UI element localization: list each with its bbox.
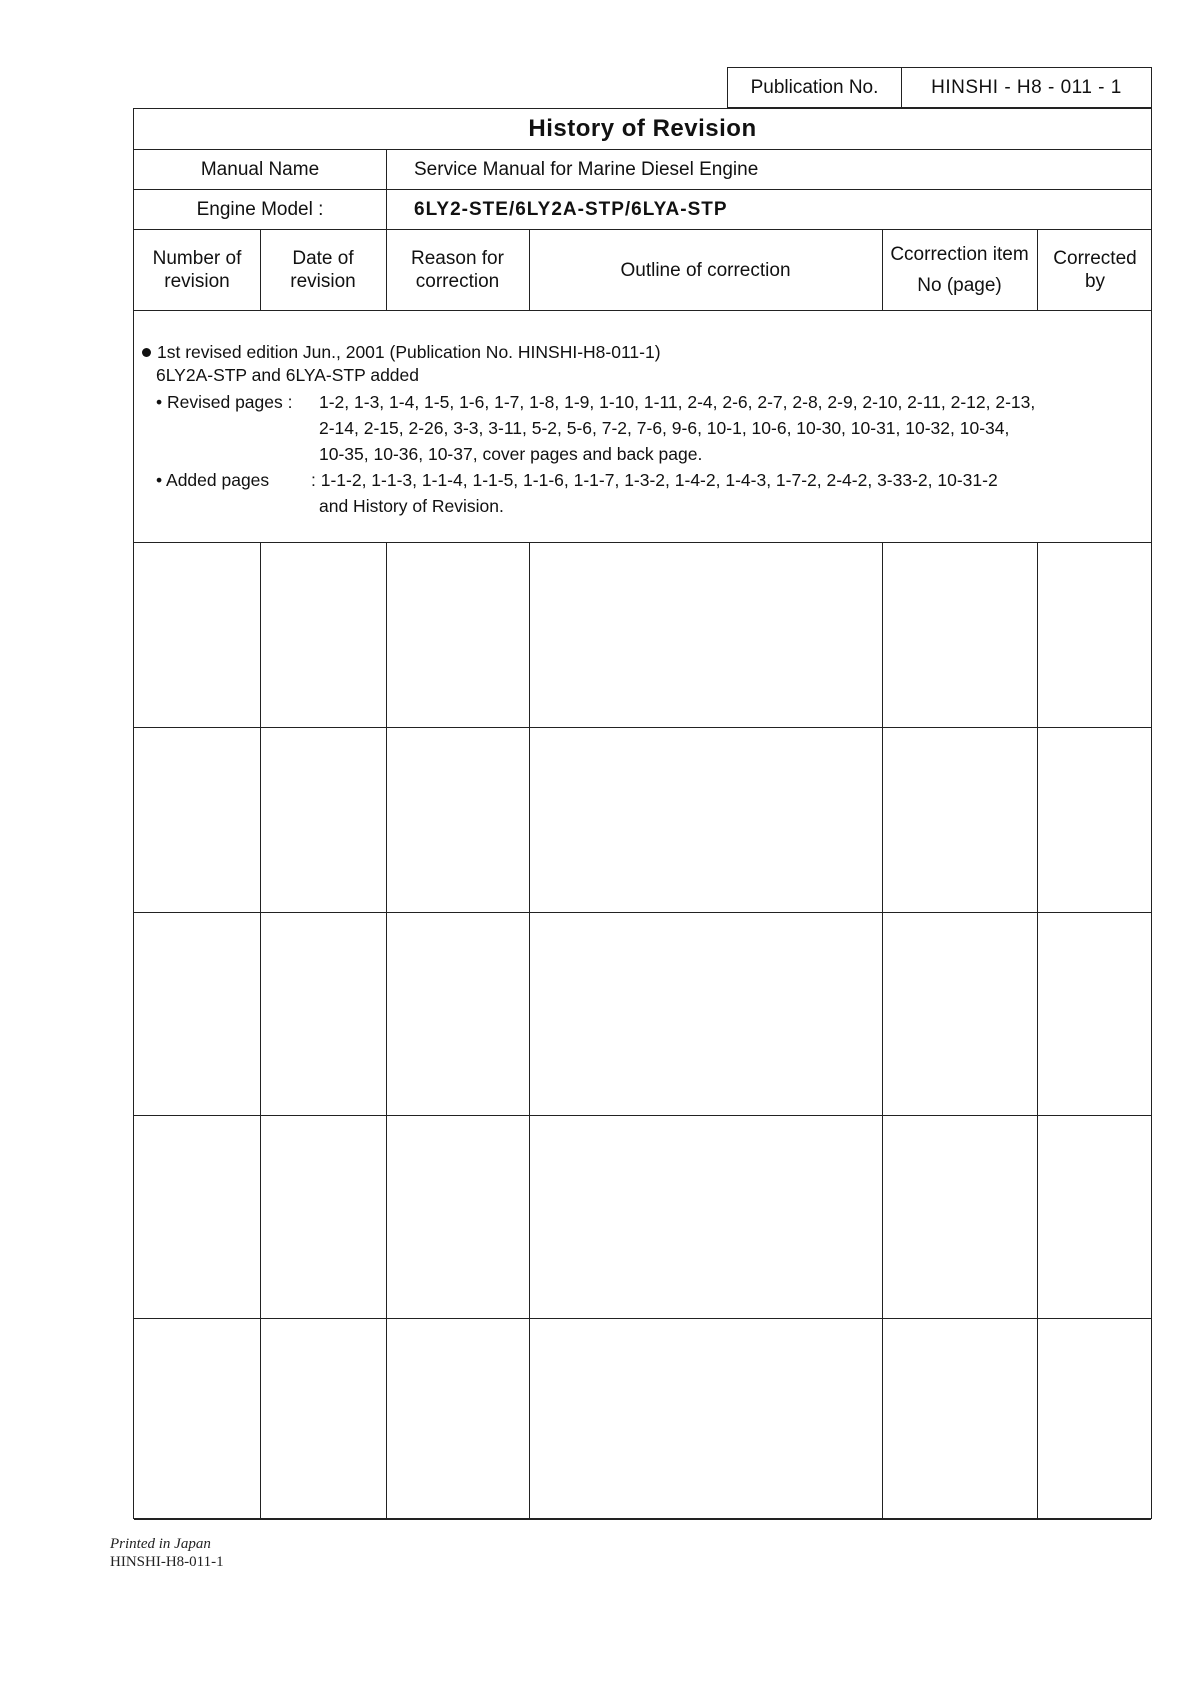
column-divider — [882, 230, 883, 310]
engine-model-label: Engine Model : — [134, 190, 387, 229]
column-divider — [260, 230, 261, 310]
revised-pages-list: 1-2, 1-3, 1-4, 1-5, 1-6, 1-7, 1-8, 1-9, 1-10, 1-11, 2-4, 2-6, 2-7, 2-8, 2-9, 2-10, 2-11, 2-12, 2-13, 2-14, 2-15, 2-26, 3-3, 3-11, 5-2, 5-6, 7-2, 7-6, 9-6, 10-1, 10-6, 10-30, 10-31, 10-32, 10-34, 10-35, 10-36, 10-37, cover pages and back page. — [319, 392, 1036, 464]
revised-pages — [142, 389, 1151, 467]
engine-model-value: 6LY2-STE/6LY2A-STP/6LYA-STP — [414, 198, 728, 220]
column-divider — [260, 543, 261, 1518]
column-divider — [386, 230, 387, 310]
table-row — [134, 913, 1151, 1116]
publication-box — [727, 67, 1152, 108]
publication-number: HINSHI - H8 - 011 - 1 — [931, 76, 1122, 98]
header-corrected-by: Corrected by — [1053, 248, 1137, 292]
publication-label: Publication No. — [728, 68, 902, 107]
column-divider — [1037, 230, 1038, 310]
empty-revision-rows — [134, 543, 1151, 1518]
manual-name-value: Service Manual for Marine Diesel Engine — [414, 158, 759, 180]
added-pages-list: : 1-1-2, 1-1-3, 1-1-4, 1-1-5, 1-1-6, 1-1-7, 1-3-2, 1-4-2, 1-4-3, 1-7-2, 2-4-2, 3-33-2, 10-31-2 and History of Revision. — [311, 470, 998, 516]
column-divider — [529, 543, 530, 1518]
table-row — [134, 728, 1151, 913]
footer — [110, 1535, 224, 1571]
footer-code: HINSHI-H8-011-1 — [110, 1554, 224, 1570]
revision-history-table — [133, 108, 1152, 1519]
column-divider — [882, 543, 883, 1518]
header-number-of-revision: Number of revision — [152, 248, 242, 292]
added-pages-label: • Added pages — [156, 470, 270, 490]
header-outline-of-correction: Outline of correction — [620, 259, 791, 281]
manual-name-row — [134, 150, 1151, 190]
column-header-row — [134, 230, 1151, 311]
revised-pages-label: • Revised pages : — [156, 392, 293, 412]
header-date-of-revision: Date of revision — [290, 248, 356, 292]
edition-line: 1st revised edition Jun., 2001 (Publication No. HINSHI-H8-011-1) — [142, 339, 1151, 365]
revision-notes — [134, 311, 1151, 543]
column-divider — [386, 543, 387, 1518]
printed-in-japan: Printed in Japan — [110, 1536, 211, 1552]
added-models-line: 6LY2A-STP and 6LYA-STP added — [156, 365, 419, 385]
added-pages — [142, 467, 1151, 519]
table-row — [134, 1319, 1151, 1520]
bullet-dot-icon — [142, 348, 151, 357]
table-row — [134, 543, 1151, 728]
header-correction-item: Ccorrection item No (page) — [890, 244, 1029, 296]
engine-model-row — [134, 190, 1151, 230]
column-divider — [1037, 543, 1038, 1518]
column-divider — [529, 230, 530, 310]
page-title: History of Revision — [134, 109, 1151, 150]
table-row — [134, 1116, 1151, 1319]
header-reason-for-correction: Reason for correction — [411, 248, 504, 292]
manual-name-label: Manual Name — [134, 150, 387, 189]
